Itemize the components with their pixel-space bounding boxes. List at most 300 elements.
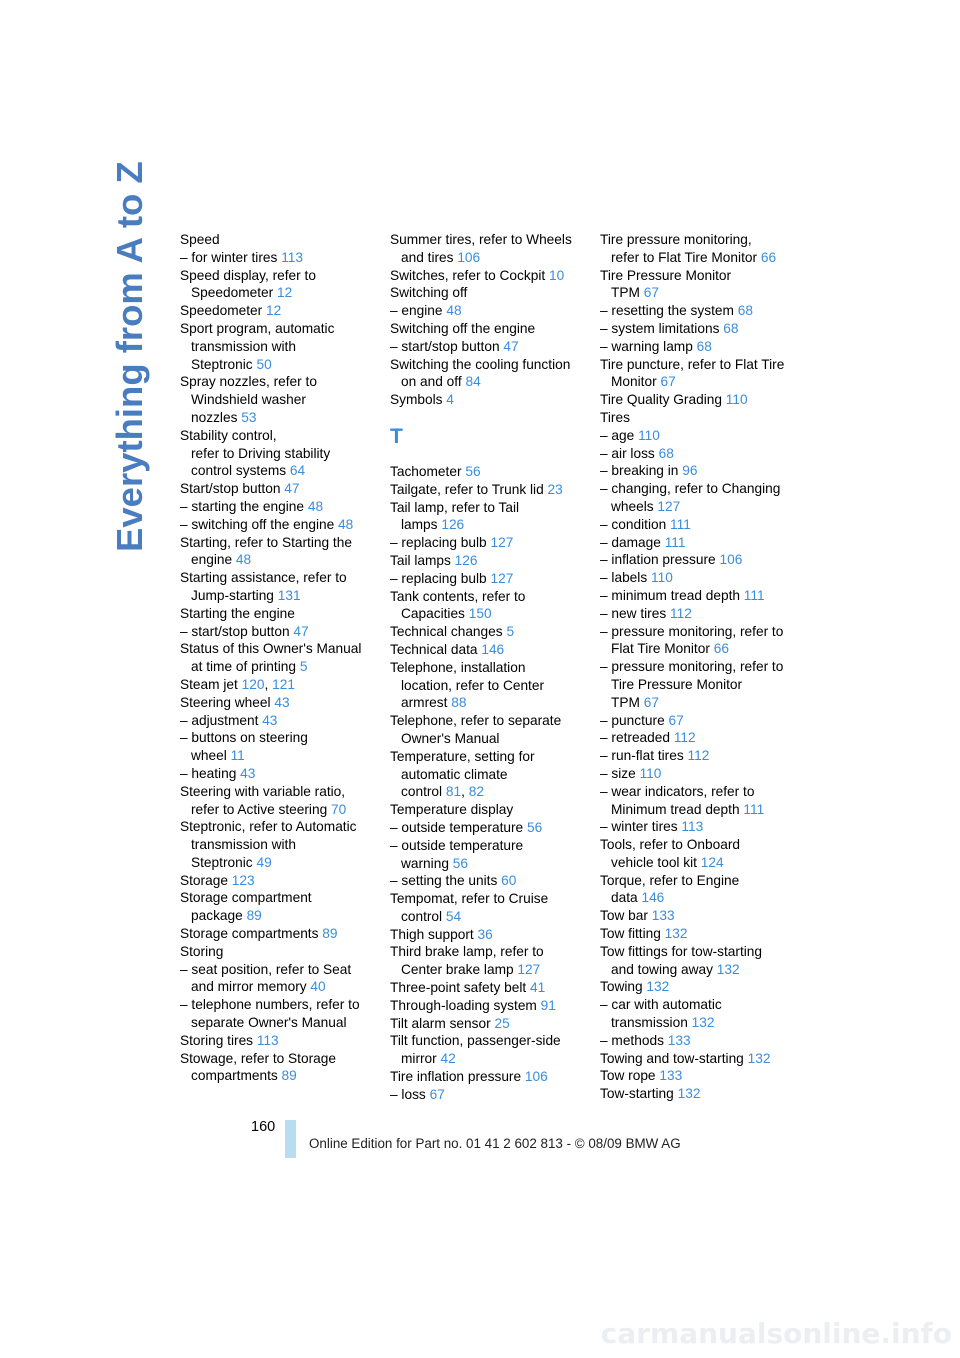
index-entry <box>600 907 800 925</box>
page-link[interactable]: 12 <box>277 285 293 301</box>
index-entry-label: Towing and tow-starting <box>600 1050 744 1066</box>
index-entry-label: Storing tires <box>180 1032 254 1048</box>
index-entry <box>390 890 590 926</box>
index-entry-label: Steering wheel <box>180 694 271 710</box>
index-entry <box>600 818 800 836</box>
index-entry <box>390 979 590 997</box>
index-entry-label: – start/stop button <box>180 623 290 639</box>
side-title: Everything from A to Z <box>109 161 150 552</box>
page-link[interactable]: 81 <box>445 784 462 800</box>
index-entry-label: Starting the engine <box>180 605 295 621</box>
index-entry <box>390 338 590 356</box>
index-entry <box>390 284 590 302</box>
index-entry <box>600 445 800 463</box>
index-entry-label: Switching off <box>390 285 468 301</box>
index-entry <box>600 480 800 516</box>
index-entry-label: Start/stop button <box>180 481 281 497</box>
index-column-3 <box>600 231 800 1103</box>
index-entry-label: Symbols <box>390 392 443 408</box>
index-entry-label: Tow fitting <box>600 926 661 942</box>
index-entry-label: – run-flat tires <box>600 748 684 764</box>
index-entry-label: Switches, refer to Cockpit <box>390 267 546 283</box>
index-entry-label: Thigh support <box>390 926 474 942</box>
index-column-1 <box>180 231 380 1085</box>
index-entry <box>180 1050 380 1086</box>
page-link[interactable]: 70 <box>331 801 347 817</box>
index-entry-label: – car with automatic transmission <box>600 997 722 1031</box>
index-entry-label: – switching off the engine <box>180 516 335 532</box>
index-entry <box>390 837 590 873</box>
index-entry <box>390 463 590 481</box>
index-entry <box>180 729 380 765</box>
index-entry <box>180 249 380 267</box>
page-link[interactable]: 132 <box>677 1086 701 1102</box>
index-entry <box>600 765 800 783</box>
page-link[interactable]: 67 <box>643 694 659 710</box>
page-link[interactable]: 48 <box>338 516 354 532</box>
page-link[interactable]: 133 <box>651 908 675 924</box>
index-entry <box>600 302 800 320</box>
index-entry-label: – setting the units <box>390 873 498 889</box>
index-entry-label: – wear indicators, refer to Minimum tread depth <box>600 783 755 817</box>
index-entry <box>600 925 800 943</box>
index-entry-label: Starting, refer to Starting the engine <box>180 534 352 568</box>
index-entry-label: – replacing bulb <box>390 570 487 586</box>
index-entry <box>390 499 590 535</box>
index-entry-label: – minimum tread depth <box>600 587 740 603</box>
index-entry <box>180 427 380 480</box>
page-link[interactable]: 132 <box>716 961 740 977</box>
index-entry <box>180 783 380 819</box>
index-entry-label: Storage <box>180 872 228 888</box>
index-entry-label: – air loss <box>600 445 655 461</box>
page-link[interactable]: 127 <box>657 498 681 514</box>
page-link[interactable]: 126 <box>454 552 478 568</box>
page-link[interactable]: 89 <box>281 1068 297 1084</box>
index-entry <box>180 872 380 890</box>
page-link[interactable]: 132 <box>691 1015 715 1031</box>
page-link[interactable]: 146 <box>481 641 505 657</box>
index-entry-label: – new tires <box>600 605 667 621</box>
index-entry-label: Switching the cooling function on and off <box>390 356 571 390</box>
index-entry <box>600 712 800 730</box>
index-entry-label: Tow-starting <box>600 1086 674 1102</box>
index-entry <box>180 818 380 871</box>
index-entry <box>600 1032 800 1050</box>
page-link[interactable]: 133 <box>659 1068 683 1084</box>
index-entry-label: Steptronic, refer to Automatic transmission with Steptronic <box>180 819 357 870</box>
index-entry <box>600 1085 800 1103</box>
index-entry <box>390 926 590 944</box>
index-entry <box>600 338 800 356</box>
index-entry <box>600 605 800 623</box>
index-entry <box>180 889 380 925</box>
page-link[interactable]: 82 <box>468 784 484 800</box>
page-link[interactable]: 41 <box>530 980 546 996</box>
index-entry-label: Stability control, refer to Driving stability control systems <box>180 427 331 479</box>
page-link[interactable]: 48 <box>307 498 324 514</box>
index-entry <box>600 391 800 409</box>
page-link[interactable]: 36 <box>477 926 493 942</box>
page-link[interactable]: 56 <box>452 855 468 871</box>
page-link[interactable]: 146 <box>641 890 665 906</box>
page-link[interactable]: 89 <box>246 908 262 924</box>
watermark: carmanualsonline.info <box>600 1317 952 1350</box>
page-link[interactable]: 112 <box>670 605 692 621</box>
index-entry <box>180 925 380 943</box>
index-entry <box>600 427 800 445</box>
index-entry <box>180 569 380 605</box>
index-entry-label: – methods <box>600 1032 664 1048</box>
page-link[interactable]: 106 <box>719 552 743 568</box>
index-entry-label: Speed <box>180 232 220 247</box>
index-entry-label: – pressure monitoring, refer to Tire Pressure Monitor TPM <box>600 659 784 710</box>
index-entry <box>180 712 380 730</box>
index-entry-label: Storage compartments <box>180 926 319 942</box>
footer-accent-bar <box>285 1120 296 1158</box>
page-link[interactable]: 68 <box>658 445 674 461</box>
index-entry-label: Technical changes <box>390 624 503 640</box>
index-entry-label: – retreaded <box>600 730 671 746</box>
index-entry <box>600 267 800 303</box>
index-entry-label: Tire pressure monitoring, refer to Flat Tire Monitor <box>600 232 758 265</box>
page-link[interactable]: 84 <box>465 374 481 390</box>
page-link[interactable]: 112 <box>673 730 696 746</box>
index-entry-label: Temperature display <box>390 802 514 818</box>
index-entry-label: Tow rope <box>600 1068 656 1084</box>
page-link[interactable]: 68 <box>696 338 712 354</box>
page-link[interactable]: 89 <box>322 926 338 942</box>
index-entry-label: Temperature, setting for automatic climate control <box>390 748 535 800</box>
index-entry-label: Three-point safety belt <box>390 980 527 996</box>
index-entry <box>600 1067 800 1085</box>
index-column-2 <box>390 231 590 1104</box>
page-link[interactable]: 67 <box>660 374 676 390</box>
page-link[interactable]: 43 <box>274 694 290 710</box>
index-entry-label: – outside temperature warning <box>390 837 524 871</box>
index-entry-label: Tools, refer to Onboard vehicle tool kit <box>600 837 740 870</box>
page-link[interactable]: 40 <box>310 979 326 995</box>
page-link[interactable]: 12 <box>266 303 282 319</box>
page-link[interactable]: 106 <box>524 1069 548 1085</box>
index-entry-label: Third brake lamp, refer to Center brake lamp <box>390 944 544 978</box>
page-link[interactable]: 47 <box>293 623 309 639</box>
page-link[interactable]: 132 <box>646 979 670 995</box>
index-entry-label: Tow fittings for tow-starting and towing away <box>600 943 763 977</box>
page-link[interactable]: 5 <box>299 659 308 675</box>
index-entry-label: Status of this Owner's Manual at time of printing <box>180 641 362 675</box>
index-entry <box>390 356 590 392</box>
index-entry <box>600 569 800 587</box>
index-entry-label: Switching off the engine <box>390 320 536 336</box>
page-link[interactable]: 111 <box>670 516 691 532</box>
index-entry-label: Tire puncture, refer to Flat Tire Monitor <box>600 356 785 390</box>
index-entry <box>390 641 590 659</box>
index-entry <box>600 783 800 819</box>
page-link[interactable]: 66 <box>760 249 777 265</box>
index-entry-label: Sport program, automatic transmission with Steptronic <box>180 320 335 372</box>
index-entry <box>390 588 590 624</box>
index-entry-label: – engine <box>390 303 443 319</box>
page-link[interactable]: 56 <box>465 463 481 479</box>
footer-edition-text: Online Edition for Part no. 01 41 2 602 813 - © 08/09 BMW AG <box>309 1136 681 1151</box>
index-entry-label: – inflation pressure <box>600 552 716 568</box>
index-entry <box>390 570 590 588</box>
index-entry <box>600 320 800 338</box>
index-entry <box>600 231 800 267</box>
index-entry <box>600 996 800 1032</box>
index-entry-label: – changing, refer to Changing wheels <box>600 481 781 514</box>
index-entry <box>390 1032 590 1068</box>
index-entry-label: – warning lamp <box>600 338 693 354</box>
page-link[interactable]: 126 <box>441 517 465 533</box>
index-entry-label: – start/stop button <box>390 338 500 354</box>
index-entry-label: – condition <box>600 516 667 532</box>
page-link[interactable]: 88 <box>451 695 467 711</box>
index-entry-label: Summer tires, refer to Wheels and tires <box>390 232 572 265</box>
index-entry-label: Tilt function, passenger-side mirror <box>390 1033 561 1067</box>
index-entry-label: Tail lamps <box>390 552 451 568</box>
page-link[interactable]: 54 <box>445 908 462 924</box>
index-entry <box>600 409 800 427</box>
page-link[interactable]: 91 <box>540 997 556 1013</box>
page-link[interactable]: 68 <box>723 320 739 336</box>
index-entry-label: – puncture <box>600 712 665 728</box>
index-entry <box>180 765 380 783</box>
index-entry-label: Tempomat, refer to Cruise control <box>390 891 549 924</box>
page-link[interactable]: 124 <box>700 854 724 870</box>
page-link[interactable]: 23 <box>547 481 563 497</box>
page-link[interactable]: 113 <box>281 249 304 265</box>
index-entry-label: – seat position, refer to Seat and mirror memory <box>180 961 352 995</box>
page-link[interactable]: 60 <box>501 873 517 889</box>
index-entry-label: Telephone, installation location, refer to Center armrest <box>390 659 545 711</box>
page-link[interactable]: 113 <box>681 819 704 835</box>
page-link[interactable]: 132 <box>747 1050 771 1066</box>
page-link[interactable]: 67 <box>668 712 684 728</box>
page-number: 160 <box>251 1119 276 1135</box>
page-link[interactable]: 111 <box>743 587 765 603</box>
page-link[interactable]: 131 <box>277 587 301 603</box>
index-entry <box>390 997 590 1015</box>
page-link[interactable]: 67 <box>429 1086 445 1102</box>
index-entry-label: Tow bar <box>600 908 648 924</box>
page-link[interactable]: 110 <box>651 570 673 586</box>
page-link[interactable]: 127 <box>517 962 541 978</box>
index-entry <box>390 659 590 712</box>
index-entry <box>390 872 590 890</box>
page-link[interactable]: 53 <box>241 409 257 425</box>
index-entry-label: Tilt alarm sensor <box>390 1015 491 1031</box>
index-entry-label: Torque, refer to Engine data <box>600 872 740 906</box>
index-entry-label: Technical data <box>390 641 478 657</box>
page-link[interactable]: 120 <box>241 676 265 692</box>
index-entry-label: – labels <box>600 570 648 586</box>
page-link[interactable]: 67 <box>643 285 659 301</box>
index-entry <box>180 302 380 320</box>
index-entry-label: – for winter tires <box>180 249 278 265</box>
index-entry-label: – winter tires <box>600 819 678 835</box>
page-link[interactable]: 113 <box>256 1032 279 1048</box>
index-entry-label: – age <box>600 427 635 443</box>
index-entry-label: – starting the engine <box>180 498 305 514</box>
index-entry-label: Tire Pressure Monitor TPM <box>600 267 732 301</box>
index-entry-label: Tank contents, refer to Capacities <box>390 588 526 622</box>
page-link[interactable]: 47 <box>284 481 300 497</box>
index-entry <box>390 302 590 320</box>
index-entry-label: Through-loading system <box>390 997 537 1013</box>
index-entry <box>180 373 380 426</box>
index-entry <box>180 623 380 641</box>
page-link[interactable]: 66 <box>713 641 729 657</box>
page-link[interactable]: 10 <box>549 267 565 283</box>
index-entry <box>180 961 380 997</box>
index-entry-label: – size <box>600 765 636 781</box>
index-entry <box>180 943 380 961</box>
index-entry-label: Storing <box>180 943 224 959</box>
index-entry <box>600 587 800 605</box>
index-entry <box>390 391 590 409</box>
page-link[interactable]: 50 <box>256 356 272 372</box>
index-entry <box>180 516 380 534</box>
page-link[interactable]: 48 <box>446 303 462 319</box>
index-entry <box>600 516 800 534</box>
index-entry <box>600 836 800 872</box>
index-entry <box>600 551 800 569</box>
index-entry <box>180 480 380 498</box>
page-link[interactable]: 123 <box>231 872 255 888</box>
page-link[interactable]: 112 <box>687 748 710 764</box>
index-entry <box>390 552 590 570</box>
index-entry <box>600 658 800 711</box>
page-link[interactable]: 111 <box>743 801 765 817</box>
index-entry-label: Telephone, refer to separate Owner's Manual <box>390 713 562 746</box>
index-entry-label: – outside temperature <box>390 819 524 835</box>
index-entry-label: Tailgate, refer to Trunk lid <box>390 481 544 497</box>
index-entry-label: Towing <box>600 979 643 995</box>
page-link[interactable]: 106 <box>457 249 481 265</box>
index-entry-label: Tire Quality Grading <box>600 392 722 408</box>
index-entry-label: – buttons on steering wheel <box>180 730 308 764</box>
index-entry <box>180 1032 380 1050</box>
index-entry-label: – replacing bulb <box>390 535 487 551</box>
index-entry-label: – damage <box>600 534 661 550</box>
index-entry <box>180 605 380 623</box>
index-entry <box>600 462 800 480</box>
index-entry <box>180 534 380 570</box>
index-entry <box>390 801 590 819</box>
index-entry <box>180 231 380 249</box>
index-entry <box>390 1086 590 1104</box>
index-entry-label: Steam jet <box>180 676 238 692</box>
page-link[interactable]: 25 <box>494 1015 510 1031</box>
index-entry <box>390 623 590 641</box>
index-entry <box>600 747 800 765</box>
page-link[interactable]: 43 <box>262 712 278 728</box>
index-entry-label: Tail lamp, refer to Tail lamps <box>390 499 520 533</box>
page-link[interactable]: 42 <box>440 1051 456 1067</box>
index-entry <box>600 623 800 659</box>
index-entry: Temperature, setting for automatic climate control 81, 82 <box>390 748 535 800</box>
page-link[interactable]: 121 <box>272 676 295 692</box>
index-entry <box>390 712 590 748</box>
index-entry <box>390 320 590 338</box>
page-link[interactable]: 49 <box>256 854 272 870</box>
page-link[interactable]: 11 <box>230 748 245 764</box>
index-entry <box>600 356 800 392</box>
index-entry <box>180 694 380 712</box>
index-entry <box>180 640 380 676</box>
index-entry-label: Tire inflation pressure <box>390 1069 522 1085</box>
page-link[interactable]: 43 <box>240 765 256 781</box>
index-entry <box>390 1068 590 1086</box>
page-link[interactable]: 110 <box>638 427 660 443</box>
index-entry <box>180 996 380 1032</box>
index-entry-label: Starting assistance, refer to Jump-starting <box>180 570 347 603</box>
page-link[interactable]: 96 <box>682 463 698 479</box>
page-link[interactable]: 110 <box>639 765 662 781</box>
index-entry-label: Speed display, refer to Speedometer <box>180 267 316 301</box>
index-entry <box>600 872 800 908</box>
index-entry: Steam jet 120, 121 <box>180 676 295 692</box>
index-entry <box>390 943 590 979</box>
page-link[interactable]: 150 <box>468 606 492 622</box>
index-entry-label: Stowage, refer to Storage compartments <box>180 1050 336 1084</box>
page-link[interactable]: 5 <box>506 624 515 640</box>
index-entry <box>600 729 800 747</box>
index-entry-label: Tires <box>600 409 630 425</box>
index-entry-label: – resetting the system <box>600 303 734 319</box>
section-heading: T <box>390 424 403 448</box>
index-entry-label: – telephone numbers, refer to separate Owner's Manual <box>180 997 360 1031</box>
index-entry-label: Speedometer <box>180 303 263 319</box>
index-entry-label: – pressure monitoring, refer to Flat Tire Monitor <box>600 623 784 657</box>
index-entry-label: Spray nozzles, refer to Windshield washer nozzles <box>180 374 317 425</box>
index-entry-label: Steering with variable ratio, refer to Active steering <box>180 783 346 817</box>
index-entry <box>600 534 800 552</box>
index-entry <box>390 481 590 499</box>
index-entry-label: – heating <box>180 765 237 781</box>
index-entry <box>390 267 590 285</box>
index-entry <box>600 943 800 979</box>
index-entry-label: – system limitations <box>600 320 720 336</box>
index-entry <box>180 498 380 516</box>
page-link[interactable]: 132 <box>664 926 688 942</box>
index-entry-label: Storage compartment package <box>180 890 312 924</box>
page-link[interactable]: 68 <box>737 303 753 319</box>
page-link[interactable]: 56 <box>526 819 543 835</box>
page-link[interactable]: 110 <box>725 392 748 408</box>
index-entry <box>390 534 590 552</box>
index-entry <box>600 978 800 996</box>
page-link[interactable]: 4 <box>446 392 454 408</box>
page-link[interactable]: 47 <box>503 338 519 354</box>
index-entry <box>390 1015 590 1033</box>
index-entry <box>600 1050 800 1068</box>
index-entry-label: – adjustment <box>180 712 259 728</box>
page-link[interactable]: 48 <box>235 552 252 568</box>
page-link[interactable]: 64 <box>289 463 306 479</box>
index-entry <box>390 231 590 267</box>
index-entry-label: – loss <box>390 1086 426 1102</box>
page-link[interactable]: 127 <box>490 535 514 551</box>
page-link[interactable]: 133 <box>667 1032 691 1048</box>
index-entry <box>180 267 380 303</box>
page-link[interactable]: 111 <box>664 534 686 550</box>
page-link[interactable]: 127 <box>490 570 514 586</box>
index-entry-label: Tachometer <box>390 463 462 479</box>
index-entry <box>180 320 380 373</box>
